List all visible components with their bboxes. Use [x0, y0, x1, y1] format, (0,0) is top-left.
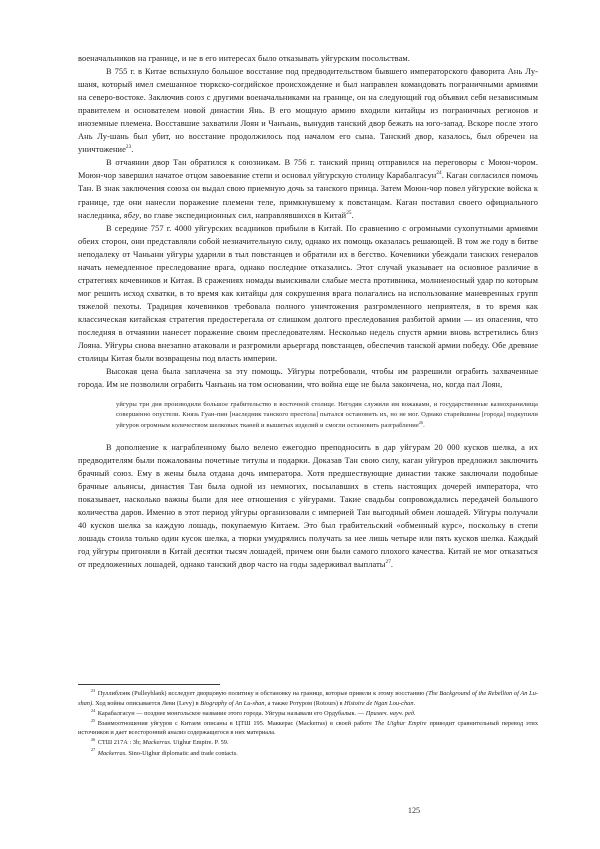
footnote-item: [78, 749, 538, 759]
italic-run: Mackerras: [142, 739, 170, 747]
footnote-number: 24: [91, 707, 96, 713]
text-run: Высокая цена была заплачена за эту помощь. Уйгуры потребовали, чтобы им разрешили ограбить захваченные города. Им не позволили ограбить Чанъань на том основании, что война еще не была закончена, но, когда пал Лоян,: [78, 367, 538, 390]
paragraph: [78, 365, 538, 391]
italic-run: Mackerras: [97, 749, 126, 757]
paragraph: [78, 65, 538, 156]
italic-run: Biography of An Lu-shan: [200, 699, 265, 707]
paragraph: [78, 156, 538, 221]
text-run: .: [351, 210, 354, 220]
paragraphs-after-quote: [78, 441, 538, 571]
spacer: [78, 431, 538, 441]
italic-run: The Uighur Empire: [374, 719, 427, 727]
text-run: . Каган согласился помочь Тан. В знак заключения союза он выдал свою приемную дочь за танского принца. Затем Моюн-чор повел уйгурские войска к границе, где они нанесли поражение племени теле, примкнувшему к повстанцам. Каган поставил своего официального наследника,: [78, 171, 538, 220]
footnote-ref[interactable]: 24: [436, 170, 442, 177]
block-quote: [78, 400, 538, 430]
footnote-item: [78, 738, 538, 748]
footnotes-section: [78, 684, 538, 759]
italic-run: Примеч. науч. ред.: [365, 709, 416, 717]
paragraph: [78, 441, 538, 571]
page-number-value: 125: [407, 806, 421, 815]
text-run: Взаимоотношения уйгуров с Китаем описаны в ЦТШ 195. Маккерас (Mackerras) в своей работе: [97, 719, 375, 727]
text-run: .: [413, 699, 416, 707]
text-run: .: [390, 560, 394, 570]
footnote-item: [78, 719, 538, 738]
footnote-number: 23: [91, 687, 96, 693]
text-run: СТШ 217А : 3b;: [97, 739, 143, 747]
footnote-item: [78, 709, 538, 719]
page-number: [0, 806, 600, 815]
paragraph: [78, 52, 538, 65]
footnote-ref[interactable]: 26: [418, 419, 424, 425]
text-run: В отчаянии двор Тан обратился к союзникам. В 756 г. танский принц отправился на переговоры с Моюн-чором. Моюн-чор завершил начатое отцом завоевание степи и основал уйгурскую столицу Карабалгасун: [78, 158, 538, 181]
italic-run: ябгу: [123, 210, 140, 220]
text-run: приводит сравнительный перевод этих источников и дает всесторонний анализ содержащегося в них материала.: [78, 719, 538, 737]
footnote-list: [78, 689, 538, 758]
quote-paragraph: [116, 400, 538, 430]
text-run: уйгуры три дня производили большое грабительство в восточной столице. Негодяи служили им вожаками, и государственные казнохранилища совершенно опустели. Князь Гуан-пин [наследник танского престола] пытался остановить их, но не мог. Однако старейшины [города] подкупили уйгуров огромным количеством шелковых тканей и вышитых изделий и смогли остановить разграбление: [116, 401, 538, 429]
text-run: , а также Ротуром (Rotours) в: [264, 699, 345, 707]
footnote-ref[interactable]: 23: [125, 144, 132, 151]
body-text-block: [78, 52, 538, 571]
text-run: В 755 г. в Китае вспыхнуло большое восстание под предводительством бывшего императорского фаворита Ань Лу-шаня, который имел смешанное тюркско-согдийское происхождение и был направлен командовать пограничными армиями на северо-востоке. Заключив союз с другими военачальниками на границе, он на следующий год объявил себя независимым правителем и основателем новой династии Янь. В его мощную армию входили китайцы из пограничных регионов и иноземные племена. Восставшие захватили Лоян и Чанъань, вынудив танский двор бежать на юго-запад. Вскоре после этого Ань Лу-шань был убит, но восстание продолжилось под началом его сына. Танский двор, казалось, был обречен на уничтожение: [78, 67, 538, 155]
text-run: , во главе экспедиционных сил, направлявшихся в Китай: [139, 210, 347, 220]
footnote-ref[interactable]: 27: [385, 559, 391, 566]
footnote-separator-rule: [78, 684, 220, 685]
text-run: .: [423, 421, 425, 429]
italic-run: (The Background of the Rebellion of An Lu-shan): [78, 690, 538, 707]
text-run: .: [131, 145, 134, 155]
italic-run: Histoire de Ngan Lou-chan: [344, 699, 414, 707]
text-run: . Uighur Empire. P. 59.: [170, 739, 229, 747]
text-run: Карабалгасун — позднее монгольское название этого города. Уйгуры называли его Ордубалык. —: [97, 709, 366, 717]
text-run: Пуллиблэнк (Pulleyblank) исследует дворцовую политику и обстановку на границе, которые привели к этому восстанию: [97, 690, 427, 697]
footnote-item: [78, 689, 538, 708]
text-run: В дополнение к награбленному было велено ежегодно преподносить в дар уйгурам 20 000 кусков шелка, а их предводителям были пожалованы почетные титулы и подарки. Доказав Тан свою силу, каган уйгуров предложил заключить брачный союз. Ему в жены была отдана дочь императора. Хотя предшествующие династии также заключали подобные брачные альянсы, династия Тан была одной из немногих, посылавших в степь настоящих дочерей императора, что показывает, насколько важны были для нее отношения с уйгурами. Такие свадьбы сопровождались передачей большого количества даров. Именно в этот период уйгуры организовали с империей Тан выгодный обмен лошадей. Уйгуры получали 40 кусков шелка за каждую лошадь, покупаемую Китаем. Это был грабительский «обменный курс», поскольку в степи лошадь стоила только один кусок шелка, а тюрки умудрялись получать за нее лишь четыре или пять кусков шелка. Каждый год уйгуры пригоняли в Китай десятки тысяч лошадей, причем они были самого плохого качества. Китай не мог отказаться от предложенных лошадей, однако танский двор часто на годы задерживал выплаты: [78, 442, 538, 570]
text-run: В середине 757 г. 4000 уйгурских всадников прибыли в Китай. По сравнению с огромными сухопутными армиями обеих сторон, они представляли собой незначительную силу, однако их помощь оказалась решающей. В том же году в битве неподалеку от Чаньани уйгуры ударили в тыл повстанцев и обратили их в бегство. Кочевники убеждали танских генералов начать немедленное преследование врага, однако последние отказались. Этот случай указывает на основное различие в стратегиях кочевников и Китая. В сражениях номады выискивали слабые места противника, молниеносный удар по которым мог решить исход схватки, в то время как китайцы для сокрушения врага полагались на использование маневренных групп тяжелой пехоты. Традиция кочевников требовала полного уничтожения разгромленного неприятеля, в то время как классическая китайская стратегия предостерегала от слишком долгого преследования разбитой армии — из опасения, что последняя в отчаянии нанесет поражение своим преследователям. Несколько недель спустя армии вновь встретились близ Лояна. Уйгуры снова внезапно атаковали и разгромили арьергард повстанцев, обеспечив танской армии победу. Обе древние столицы Китая были возвращены под власть империи.: [78, 223, 538, 364]
paragraph: [78, 222, 538, 366]
footnote-number: 25: [91, 717, 96, 723]
text-run: военачальников на границе, и не в его интересах было отказывать уйгурским посольствам.: [78, 54, 410, 63]
main-paragraphs: [78, 52, 538, 391]
footnote-number: 26: [91, 737, 96, 743]
text-run: . Sino-Uighur diplomatic and trade contacts.: [125, 749, 238, 757]
text-run: . Ход войны описывается Леви (Levy) в: [92, 699, 201, 707]
footnote-ref[interactable]: 25: [346, 209, 352, 216]
footnote-number: 27: [91, 747, 96, 753]
